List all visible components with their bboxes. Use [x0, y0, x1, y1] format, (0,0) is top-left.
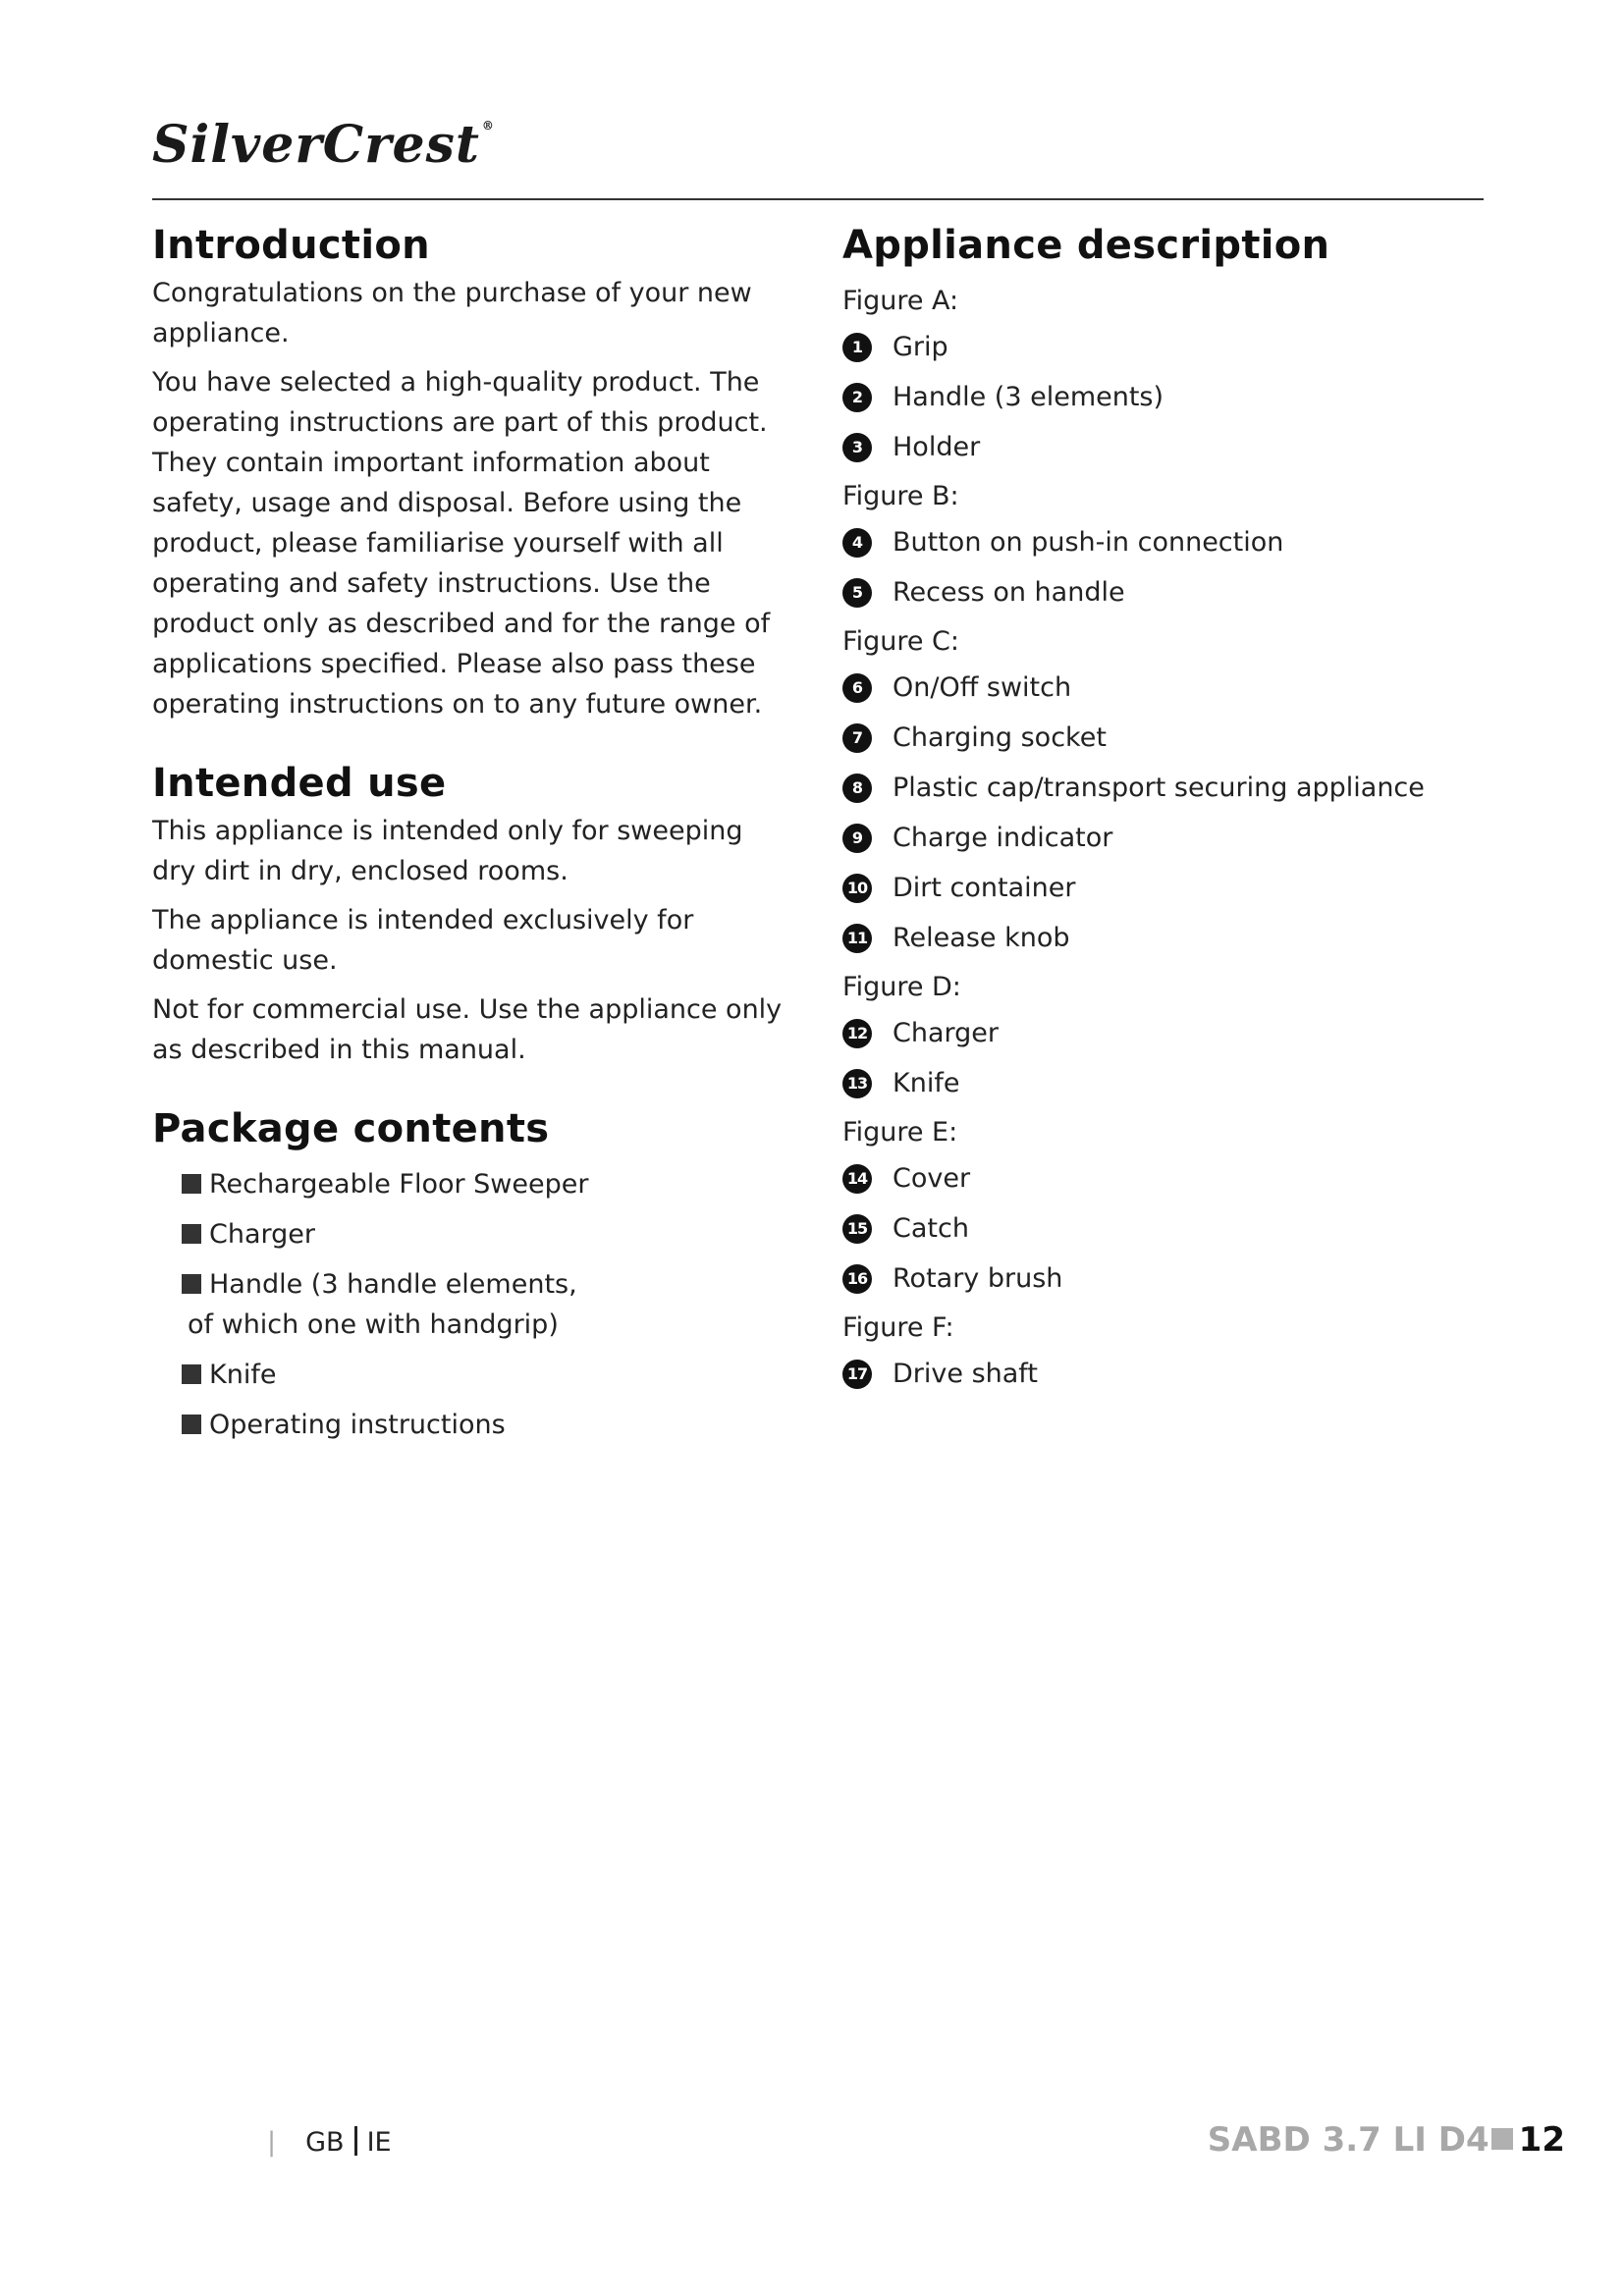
intended-paragraph-2: The appliance is intended exclusively for domestic use. [152, 905, 694, 976]
footer-square-icon [1491, 2128, 1513, 2150]
part-item: 3 Holder [842, 428, 1471, 467]
part-number-badge: 9 [842, 824, 872, 853]
figure-d-label: Figure D: [842, 972, 961, 1002]
part-item: 10 Dirt container [842, 869, 1471, 908]
part-item: 6 On/Off switch [842, 668, 1471, 708]
part-number-badge: 6 [842, 673, 872, 703]
part-number-badge: 15 [842, 1214, 872, 1244]
list-item: Knife [182, 1355, 790, 1395]
part-number-badge: 4 [842, 528, 872, 558]
language-gb: GB [305, 2127, 345, 2158]
figure-c-label: Figure C: [842, 626, 959, 657]
intended-paragraph-1: This appliance is intended only for sweeping dry dirt in dry, enclosed rooms. [152, 816, 743, 886]
intro-paragraph-2: You have selected a high-quality product. The operating instructions are part of this product. They contain important information about safety, usage and disposal. Before using the product, please familiarise yourself with all operating and safety instructions. Use the product only as described and for the range of applications specified. Please also pass these operating instructions on to any future owner. [152, 367, 771, 720]
footer-model-page [1208, 2120, 1565, 2160]
part-item: 11 Release knob [842, 919, 1471, 958]
footer-divider [354, 2126, 357, 2156]
part-number-badge: 11 [842, 924, 872, 953]
list-item: Charger [182, 1214, 790, 1255]
part-item: 9 Charge indicator [842, 819, 1471, 858]
appliance-description-heading: Appliance description [842, 223, 1330, 268]
part-item: 7 Charging socket [842, 719, 1471, 758]
package-contents-list [152, 1164, 790, 1445]
page-number: 12 [1518, 2120, 1565, 2160]
figure-e-label: Figure E: [842, 1117, 958, 1148]
part-item: 1 Grip [842, 328, 1471, 367]
figure-a-label: Figure A: [842, 286, 959, 316]
registered-mark: ® [481, 119, 495, 133]
part-number-badge: 10 [842, 874, 872, 903]
package-contents-heading: Package contents [152, 1106, 550, 1151]
part-item: 13 Knife [842, 1064, 1471, 1103]
footer-tick: | [267, 2127, 277, 2158]
intended-paragraph-3: Not for commercial use. Use the appliance only as described in this manual. [152, 994, 783, 1065]
part-number-badge: 2 [842, 383, 872, 412]
part-number-badge: 1 [842, 333, 872, 362]
part-item: 4 Button on push-in connection [842, 523, 1471, 562]
part-item: 2 Handle (3 elements) [842, 378, 1471, 417]
part-number-badge: 8 [842, 774, 872, 803]
bullet-square-icon [182, 1274, 201, 1294]
right-column [842, 218, 1471, 1405]
left-column [152, 218, 790, 1455]
footer-language [267, 2126, 392, 2158]
part-number-badge: 16 [842, 1264, 872, 1294]
part-number-badge: 5 [842, 578, 872, 608]
part-item: 12 Charger [842, 1014, 1471, 1053]
brand-logo [152, 115, 495, 175]
part-number-badge: 12 [842, 1019, 872, 1048]
part-number-badge: 3 [842, 433, 872, 462]
language-ie: IE [366, 2127, 392, 2158]
part-number-badge: 17 [842, 1360, 872, 1389]
part-number-badge: 14 [842, 1164, 872, 1194]
figure-f-label: Figure F: [842, 1312, 954, 1343]
list-item: Rechargeable Floor Sweeper [182, 1164, 790, 1204]
introduction-heading: Introduction [152, 223, 430, 268]
bullet-square-icon [182, 1364, 201, 1384]
part-item: 8 Plastic cap/transport securing appliance [842, 769, 1471, 808]
part-item: 16 Rotary brush [842, 1259, 1471, 1299]
intro-paragraph-1: Congratulations on the purchase of your new appliance. [152, 278, 752, 348]
bullet-square-icon [182, 1174, 201, 1194]
brand-name: SilverCrest [152, 115, 480, 175]
figure-b-label: Figure B: [842, 481, 959, 511]
model-number: SABD 3.7 LI D4 [1207, 2120, 1489, 2160]
part-item: 17 Drive shaft [842, 1355, 1471, 1394]
part-number-badge: 13 [842, 1069, 872, 1098]
bullet-square-icon [182, 1415, 201, 1434]
part-number-badge: 7 [842, 723, 872, 753]
part-item: 15 Catch [842, 1209, 1471, 1249]
list-item: Handle (3 handle elements, of which one with handgrip) [182, 1264, 790, 1345]
header-rule [152, 198, 1484, 200]
part-item: 14 Cover [842, 1159, 1471, 1199]
part-item: 5 Recess on handle [842, 573, 1471, 613]
list-item: Operating instructions [182, 1405, 790, 1445]
bullet-square-icon [182, 1224, 201, 1244]
intended-use-heading: Intended use [152, 761, 447, 806]
